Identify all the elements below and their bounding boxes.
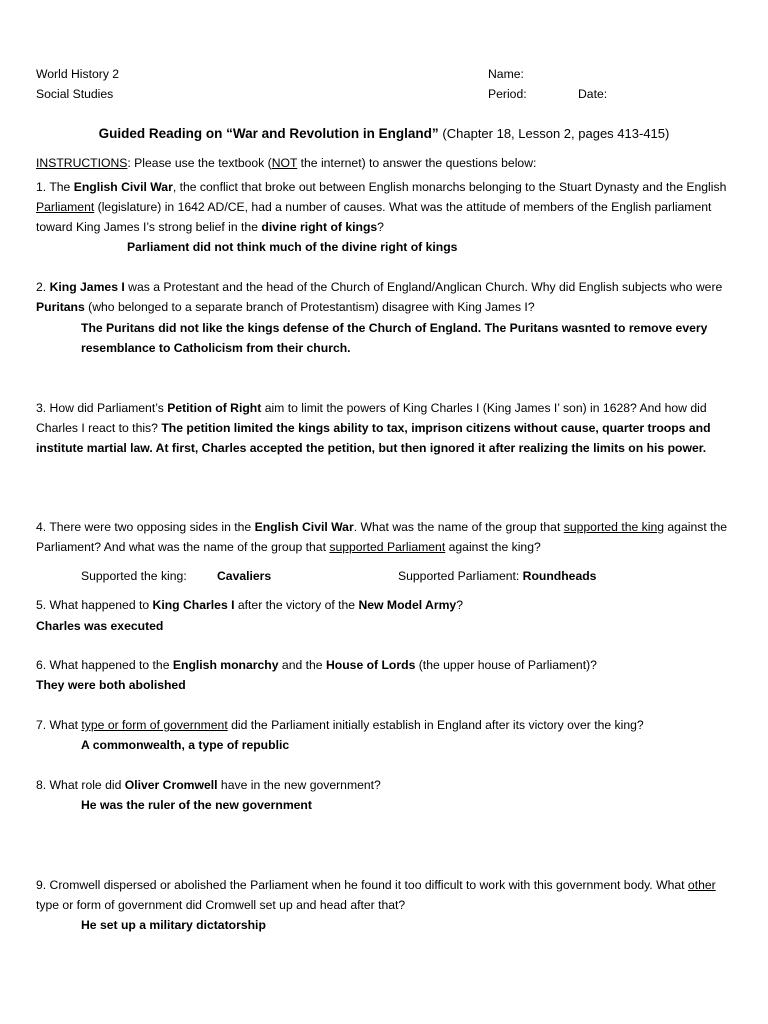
answer-9 xyxy=(36,915,736,935)
q6-bold-2: House of Lords xyxy=(325,658,416,672)
title-main: Guided Reading on “War and Revolution in England” xyxy=(98,126,439,141)
q1-text: 1. The xyxy=(36,180,74,194)
answer-4-parliament xyxy=(398,566,596,586)
question-3 xyxy=(36,398,736,458)
answer-4-king-value xyxy=(217,566,271,586)
q5-answer: Charles was executed xyxy=(36,619,164,633)
king-label: Supported the king: xyxy=(81,569,187,583)
name-label: Name: xyxy=(488,67,524,81)
q9-answer: He set up a military dictatorship xyxy=(81,918,266,932)
q2-text: was a Protestant and the head of the Church of England/Anglican Church. Why did English subjects who were xyxy=(124,280,723,294)
q4-underline-2: supported Parliament xyxy=(329,540,446,554)
answer-2 xyxy=(36,318,736,358)
date-field xyxy=(578,84,607,104)
instructions-text-2: the internet) to answer the questions below: xyxy=(297,156,537,170)
q1-underline: Parliament xyxy=(36,200,95,214)
q6-text: (the upper house of Parliament)? xyxy=(415,658,597,672)
instructions xyxy=(36,153,736,173)
q1-text: , the conflict that broke out between English monarchs belonging to the Stuart Dynasty and the English xyxy=(172,180,727,194)
q2-text: 2. xyxy=(36,280,50,294)
q4-text: against the Parliament? And what was the name of the group that xyxy=(36,520,728,554)
q5-text: after the victory of the xyxy=(234,598,359,612)
q7-underline: type or form of government xyxy=(81,718,228,732)
question-6 xyxy=(36,655,736,675)
answer-7 xyxy=(36,735,736,755)
q8-bold-1: Oliver Cromwell xyxy=(124,778,218,792)
q5-bold-2: New Model Army xyxy=(358,598,457,612)
course-name: World History 2 xyxy=(36,67,120,81)
name-field xyxy=(488,64,524,84)
q8-text: have in the new government? xyxy=(217,778,381,792)
king-answer: Cavaliers xyxy=(217,569,272,583)
q1-answer: Parliament did not think much of the divine right of kings xyxy=(127,240,458,254)
q9-text: 9. Cromwell dispersed or abolished the Parliament when he found it too difficult to work with this government body. What xyxy=(36,878,688,892)
answer-1 xyxy=(36,237,736,257)
question-2 xyxy=(36,277,736,317)
q1-text: ? xyxy=(377,220,384,234)
answer-4-king xyxy=(81,566,187,586)
answer-8 xyxy=(36,795,736,815)
title-sub: (Chapter 18, Lesson 2, pages 413-415) xyxy=(442,126,670,141)
q4-bold-1: English Civil War xyxy=(254,520,354,534)
q7-text: 7. What xyxy=(36,718,82,732)
q7-text: did the Parliament initially establish in England after its victory over the king? xyxy=(227,718,644,732)
instructions-not: NOT xyxy=(271,156,298,170)
date-label: Date: xyxy=(578,87,608,101)
q2-bold-1: King James I xyxy=(49,280,125,294)
answer-5 xyxy=(36,616,736,636)
q1-bold-1: English Civil War xyxy=(73,180,173,194)
q1-bold-2: divine right of kings xyxy=(261,220,378,234)
q6-answer: They were both abolished xyxy=(36,678,186,692)
parliament-label: Supported Parliament: xyxy=(398,569,523,583)
subject-line xyxy=(36,84,736,104)
q5-text: ? xyxy=(456,598,463,612)
q3-text: 3. How did Parliament’s xyxy=(36,401,168,415)
q8-answer: He was the ruler of the new government xyxy=(81,798,312,812)
instructions-label: INSTRUCTIONS xyxy=(36,156,128,170)
q4-text: . What was the name of the group that xyxy=(353,520,564,534)
q3-bold-1: Petition of Right xyxy=(167,401,262,415)
q1-text: (legislature) in 1642 AD/CE, had a number of causes. What was the attitude of members of the English parliament toward King James I’s strong belief in the xyxy=(36,200,712,234)
q9-underline: other xyxy=(687,878,716,892)
course-line xyxy=(36,64,736,84)
question-4 xyxy=(36,517,736,557)
q6-bold-1: English monarchy xyxy=(172,658,279,672)
period-label: Period: xyxy=(488,87,527,101)
q2-answer: The Puritans did not like the kings defense of the Church of England. The Puritans wasnted to remove every resemblance to Catholicism from their church. xyxy=(81,321,708,355)
question-8 xyxy=(36,775,736,795)
q4-text: 4. There were two opposing sides in the xyxy=(36,520,255,534)
parliament-answer: Roundheads xyxy=(522,569,597,583)
q7-answer: A commonwealth, a type of republic xyxy=(81,738,290,752)
subject-name: Social Studies xyxy=(36,87,114,101)
page-title xyxy=(36,124,732,144)
q4-text: against the king? xyxy=(445,540,541,554)
question-7 xyxy=(36,715,736,735)
question-5 xyxy=(36,595,736,615)
q6-text: 6. What happened to the xyxy=(36,658,173,672)
q5-bold-1: King Charles I xyxy=(152,598,235,612)
q9-text: type or form of government did Cromwell set up and head after that? xyxy=(36,898,406,912)
q4-underline-1: supported the king xyxy=(563,520,665,534)
instructions-text-1: : Please use the textbook ( xyxy=(127,156,272,170)
period-field xyxy=(488,84,527,104)
q6-text: and the xyxy=(278,658,326,672)
answer-6 xyxy=(36,675,736,695)
q3-answer: The petition limited the kings ability to tax, imprison citizens without cause, quarter troops and institute martial law. At first, Charles accepted the petition, but then ignored it after realizing the limits on his power. xyxy=(36,421,711,455)
q5-text: 5. What happened to xyxy=(36,598,153,612)
q2-text: (who belonged to a separate branch of Protestantism) disagree with King James I? xyxy=(84,300,535,314)
q8-text: 8. What role did xyxy=(36,778,125,792)
question-9 xyxy=(36,875,736,915)
q3-text: aim to limit the powers of King Charles I (King James I’ son) in 1628? And how did Charles I react to this? xyxy=(36,401,707,435)
question-1 xyxy=(36,177,736,237)
q2-bold-2: Puritans xyxy=(36,300,85,314)
